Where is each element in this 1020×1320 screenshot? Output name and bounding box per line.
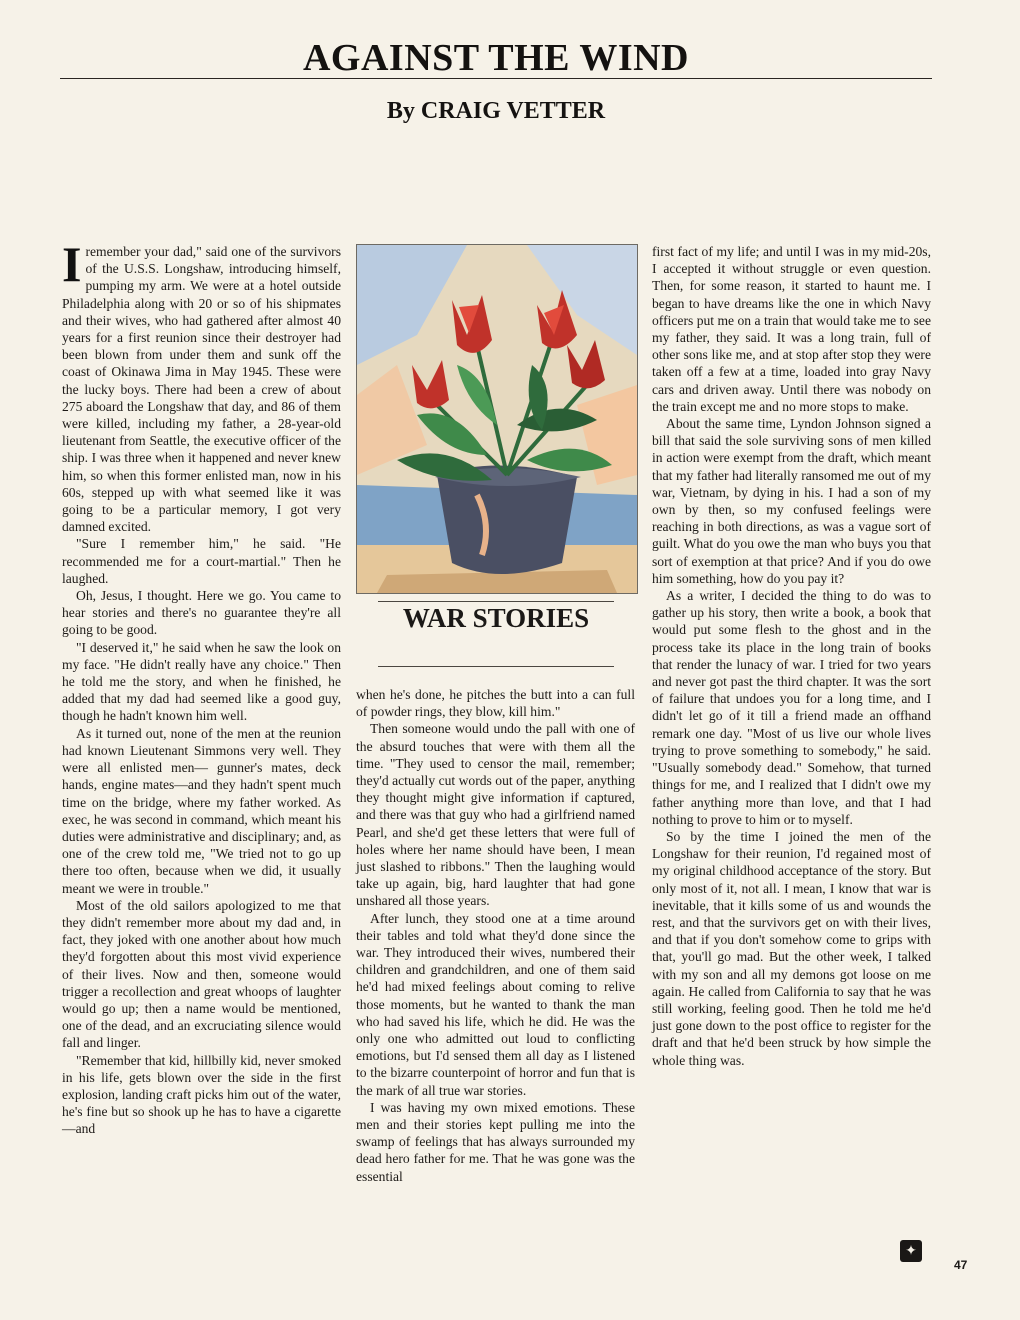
- paragraph: Then someone would undo the pall with one of the absurd touches that were with them all the time. "They used to censor the mail, remember; they'd actually cut words out of the paper, anything they thought might give information if captured, and there was that guy who had a girlfriend named Pearl, and she'd get these letters that were full of holes where her name should have been, I mean just slashed to ribbons." Then the laughing would take up again, big, hard laughter that had gone unshared all those years.: [356, 721, 635, 909]
- paragraph: "I deserved it," he said when he saw the look on my face. "He didn't really have any choice." Then he told me the story, and when he finished, he added that my dad had seemed like a good guy, though he hadn't known him well.: [62, 639, 341, 724]
- article-title: AGAINST THE WIND: [302, 37, 689, 79]
- title-rule: [60, 78, 932, 79]
- paragraph: As it turned out, none of the men at the reunion had known Lieutenant Simmons very well. They were all enlisted men— gunner's mates, deck hands, engine mates—and they hadn't spent much time on the bridge, where my father worked. As exec, he was second in command, which meant his duties were administrative and disciplinary; and, as one of the crew told me, "We tried not to go up there too often, because when we did, it usually meant we were in trouble.": [62, 725, 341, 896]
- text-column-3: [652, 243, 931, 1069]
- paragraph: Oh, Jesus, I thought. Here we go. You came to hear stories and there's no guarantee they're all going to be good.: [62, 588, 341, 638]
- paragraph: when he's done, he pitches the butt into a can full of powder rings, they blow, kill him.": [356, 687, 635, 720]
- flower-vase-illustration: [356, 244, 638, 594]
- paragraph: So by the time I joined the men of the Longshaw for their reunion, I'd regained most of my original childhood acceptance of the story. But only most of it, not all. I mean, I know that war is inevitable, that it kills some of us and wounds the rest, and that the survivors get on with their lives, and that if you don't somehow come to grips with that, you'll go mad. But the other week, I talked with my son and all my demons got loose on me again. He called from California to say that he was still working, feeling good. Then he told me he'd just gone down to the post office to register for the draft and that he'd been struck by how simple the whole thing was.: [652, 828, 931, 1068]
- sidebar-title: WAR STORIES: [402, 603, 590, 633]
- rabbit-head-icon: ✦: [900, 1240, 922, 1262]
- paragraph: Most of the old sailors apologized to me that they didn't remember more about my dad and, in fact, they joked with one another about how much they'd forgotten about this most vivid experience of their lives. Now and then, someone would trigger a recollection and great whoops of laughter would go up; then a name would be mentioned, one of the dead, and an excruciating silence would fall and linger.: [62, 897, 341, 1051]
- paragraph: "Remember that kid, hillbilly kid, never smoked in his life, gets blown over the side in the first explosion, landing craft picks him out of the water, he's fine but so shook up he has to have a cigarette—and: [62, 1052, 341, 1137]
- page-number: 47: [954, 1258, 968, 1272]
- paragraph: After lunch, they stood one at a time around their tables and told what they'd done since the war. They introduced their wives, numbered their children and grandchildren, and one of them said he'd had mixed feelings about coming to relive those moments, but he wanted to thank the man who had saved his life, which he did. He was the only one who admitted out loud to conflicting emotions, but I'd sensed them all day as I listened to the bizarre counterpoint of horror and fun that is the mark of all true war stories.: [356, 910, 635, 1098]
- paragraph: first fact of my life; and until I was in my mid-20s, I accepted it without struggle or even question. Then, for some reason, it started to haunt me. I began to have dreams like the one in which Navy officers put me on a train that would take me to see my father, they said. It was a long train, full of other sons like me, and at stop after stop they were taken off a few at a time, loaded into gray Navy cars and driven away. Until there was nobody on the train except me and no more stops to make.: [652, 244, 931, 414]
- paragraph: I was having my own mixed emotions. These men and their stories kept pulling me into the swamp of feelings that has always surrounded my dead hero father for me. That he was gone was the essential: [356, 1099, 635, 1184]
- divider: [378, 666, 614, 667]
- drop-cap: I: [62, 236, 82, 292]
- paragraph: "Sure I remember him," he said. "He recommended me for a court-martial." Then he laughed.: [62, 536, 341, 586]
- byline: By CRAIG VETTER: [386, 98, 606, 124]
- paragraph: About the same time, Lyndon Johnson signed a bill that said the sole surviving sons of men killed in action were exempt from the draft, which meant that my father had literally ransomed me out of my war, Vietnam, by dying in his. I had a son of my own by then, so my confused feelings were reaching in both directions, as was a vague sort of guilt. What do you owe the man who buys you that sort of exemption at that price? And if you do owe him something, how do you pay it?: [652, 416, 931, 586]
- text-column-2: [356, 686, 635, 1185]
- divider: [378, 601, 614, 602]
- paragraph: Iremember your dad," said one of the survivors of the U.S.S. Longshaw, introducing himself, pumping my arm. We were at a hotel outside Philadelphia along with 20 or so of his shipmates and their wives, who had gathered after almost 40 years for a first reunion since their destroyer had been blown from under them and sunk off the coast of Okinawa Jima in May 1945. These were the lucky boys. There had been a crew of about 275 aboard the Longshaw that day, and 86 of them were killed, including my father, a 28-year-old lieutenant from Seattle, the executive officer of the ship. I was three when it happened and never knew him, so when this former enlisted man, now in his 60s, stepped up with what seemed like it was going to be a particular memory, I got very damned excited.: [62, 236, 341, 535]
- paragraph: As a writer, I decided the thing to do was to gather up his story, then write a book, a book that would put some flesh to the ghost and in the process take its place in the long train of books that render the lunacy of war. I tried for two years and never got past the third chapter. It was the sort of failure that undoes you for a long time, and I didn't let go of it till a friend made an offhand remark one day. "Most of us live our whole lives trying to prove something to somebody," he said. "Usually somebody dead." Somehow, that turned things for me, and I realized that I didn't owe my father anything more than love, and that I had nothing to prove to him or to myself.: [652, 588, 931, 827]
- text-column-1: [62, 236, 341, 1138]
